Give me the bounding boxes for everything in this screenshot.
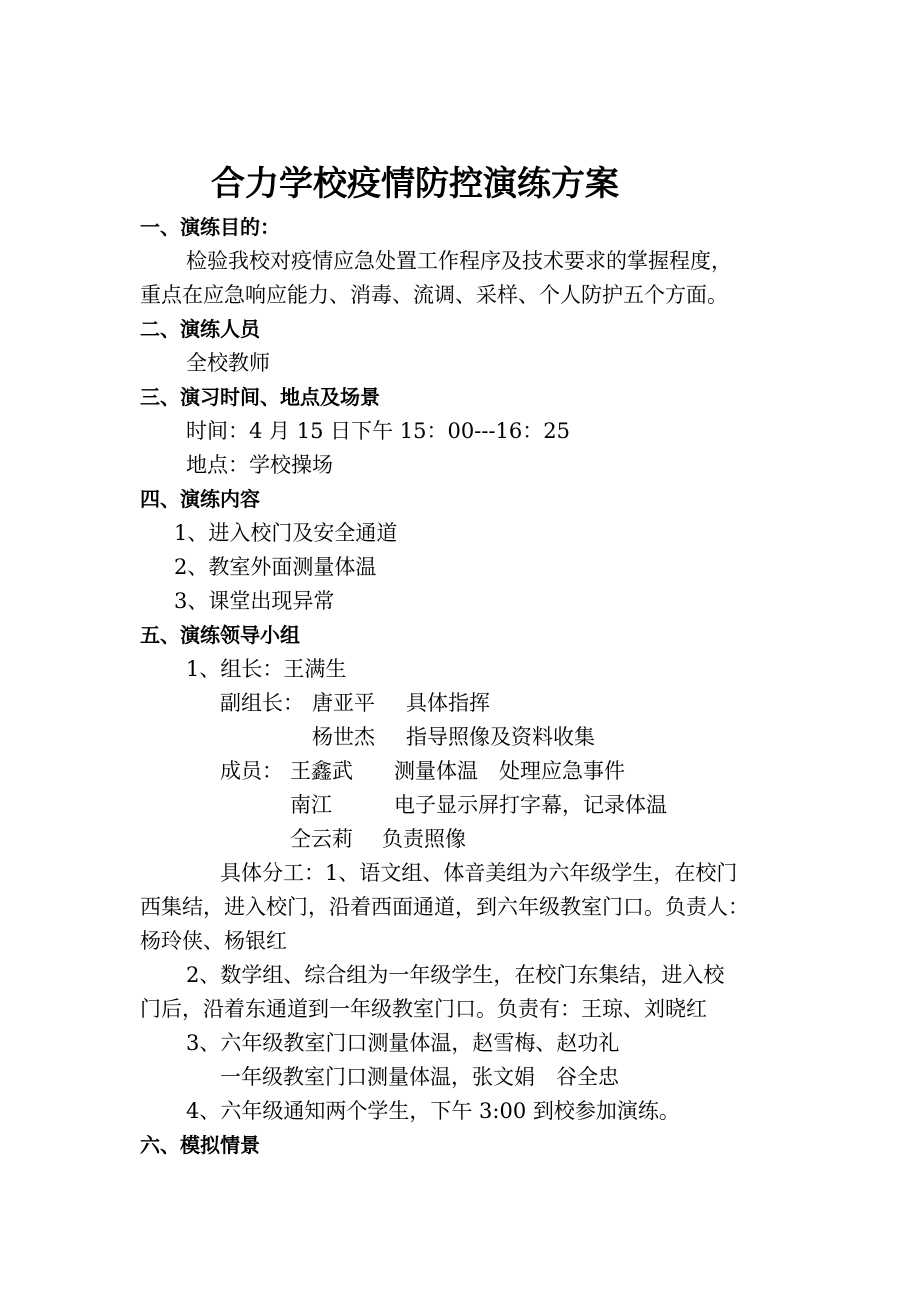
division-text-line: 2、数学组、综合组为一年级学生，在校门东集结，进入校	[186, 963, 725, 987]
section-heading-personnel: 二、演练人员	[140, 317, 260, 341]
division-text-line: 西集结，进入校门，沿着西面通道，到六年级教室门口。负责人：	[140, 895, 749, 919]
member-row	[0, 822, 920, 856]
member-duty: 负责照像	[382, 827, 466, 851]
members-label: 成员：	[220, 759, 283, 783]
section-heading-content: 四、演练内容	[140, 487, 260, 511]
time-text: 时间：4 月 15 日下午 15：00---16：25	[186, 419, 570, 443]
deputy-row	[0, 720, 920, 754]
deputy-name: 唐亚平	[312, 691, 375, 715]
deputy-label: 副组长：	[220, 691, 304, 715]
division-text-line: 具体分工：1、语文组、体音美组为六年级学生，在校门	[220, 861, 738, 885]
purpose-text-line-2: 重点在应急响应能力、消毒、流调、采样、个人防护五个方面。	[140, 283, 728, 307]
member-name: 南江	[290, 793, 332, 817]
deputy-duty: 指导照像及资料收集	[406, 725, 595, 749]
content-item: 2、教室外面测量体温	[174, 555, 377, 579]
content-item: 3、课堂出现异常	[174, 589, 335, 613]
division-text-line: 门后，沿着东通道到一年级教室门口。负责有：王琼、刘晓红	[140, 997, 707, 1021]
group-leader: 1、组长：王满生	[186, 657, 347, 681]
division-text-line: 一年级教室门口测量体温，张文娟 谷全忠	[220, 1065, 619, 1089]
member-name: 仝云莉	[290, 827, 353, 851]
division-text-line: 4、六年级通知两个学生，下午 3:00 到校参加演练。	[186, 1099, 680, 1123]
deputy-duty: 具体指挥	[406, 691, 490, 715]
deputy-row	[0, 686, 920, 720]
section-heading-purpose: 一、演练目的：	[140, 215, 280, 239]
content-item: 1、进入校门及安全通道	[174, 521, 398, 545]
deputy-name: 杨世杰	[312, 725, 375, 749]
member-duty: 测量体温 处理应急事件	[394, 759, 625, 783]
document-title: 合力学校疫情防控演练方案	[211, 164, 619, 204]
member-duty: 电子显示屏打字幕，记录体温	[394, 793, 667, 817]
division-text-line: 杨玲侠、杨银红	[140, 929, 287, 953]
member-row	[0, 754, 920, 788]
section-heading-scenario: 六、模拟情景	[140, 1133, 260, 1157]
member-row	[0, 788, 920, 822]
section-heading-time-place: 三、演习时间、地点及场景	[140, 385, 380, 409]
section-heading-leaders: 五、演练领导小组	[140, 623, 300, 647]
division-text-line: 3、六年级教室门口测量体温，赵雪梅、赵功礼	[186, 1031, 620, 1055]
purpose-text-line-1: 检验我校对疫情应急处置工作程序及技术要求的掌握程度，	[186, 249, 732, 273]
place-text: 地点：学校操场	[186, 453, 333, 477]
personnel-text: 全校教师	[186, 351, 270, 375]
member-name: 王鑫武	[290, 759, 353, 783]
